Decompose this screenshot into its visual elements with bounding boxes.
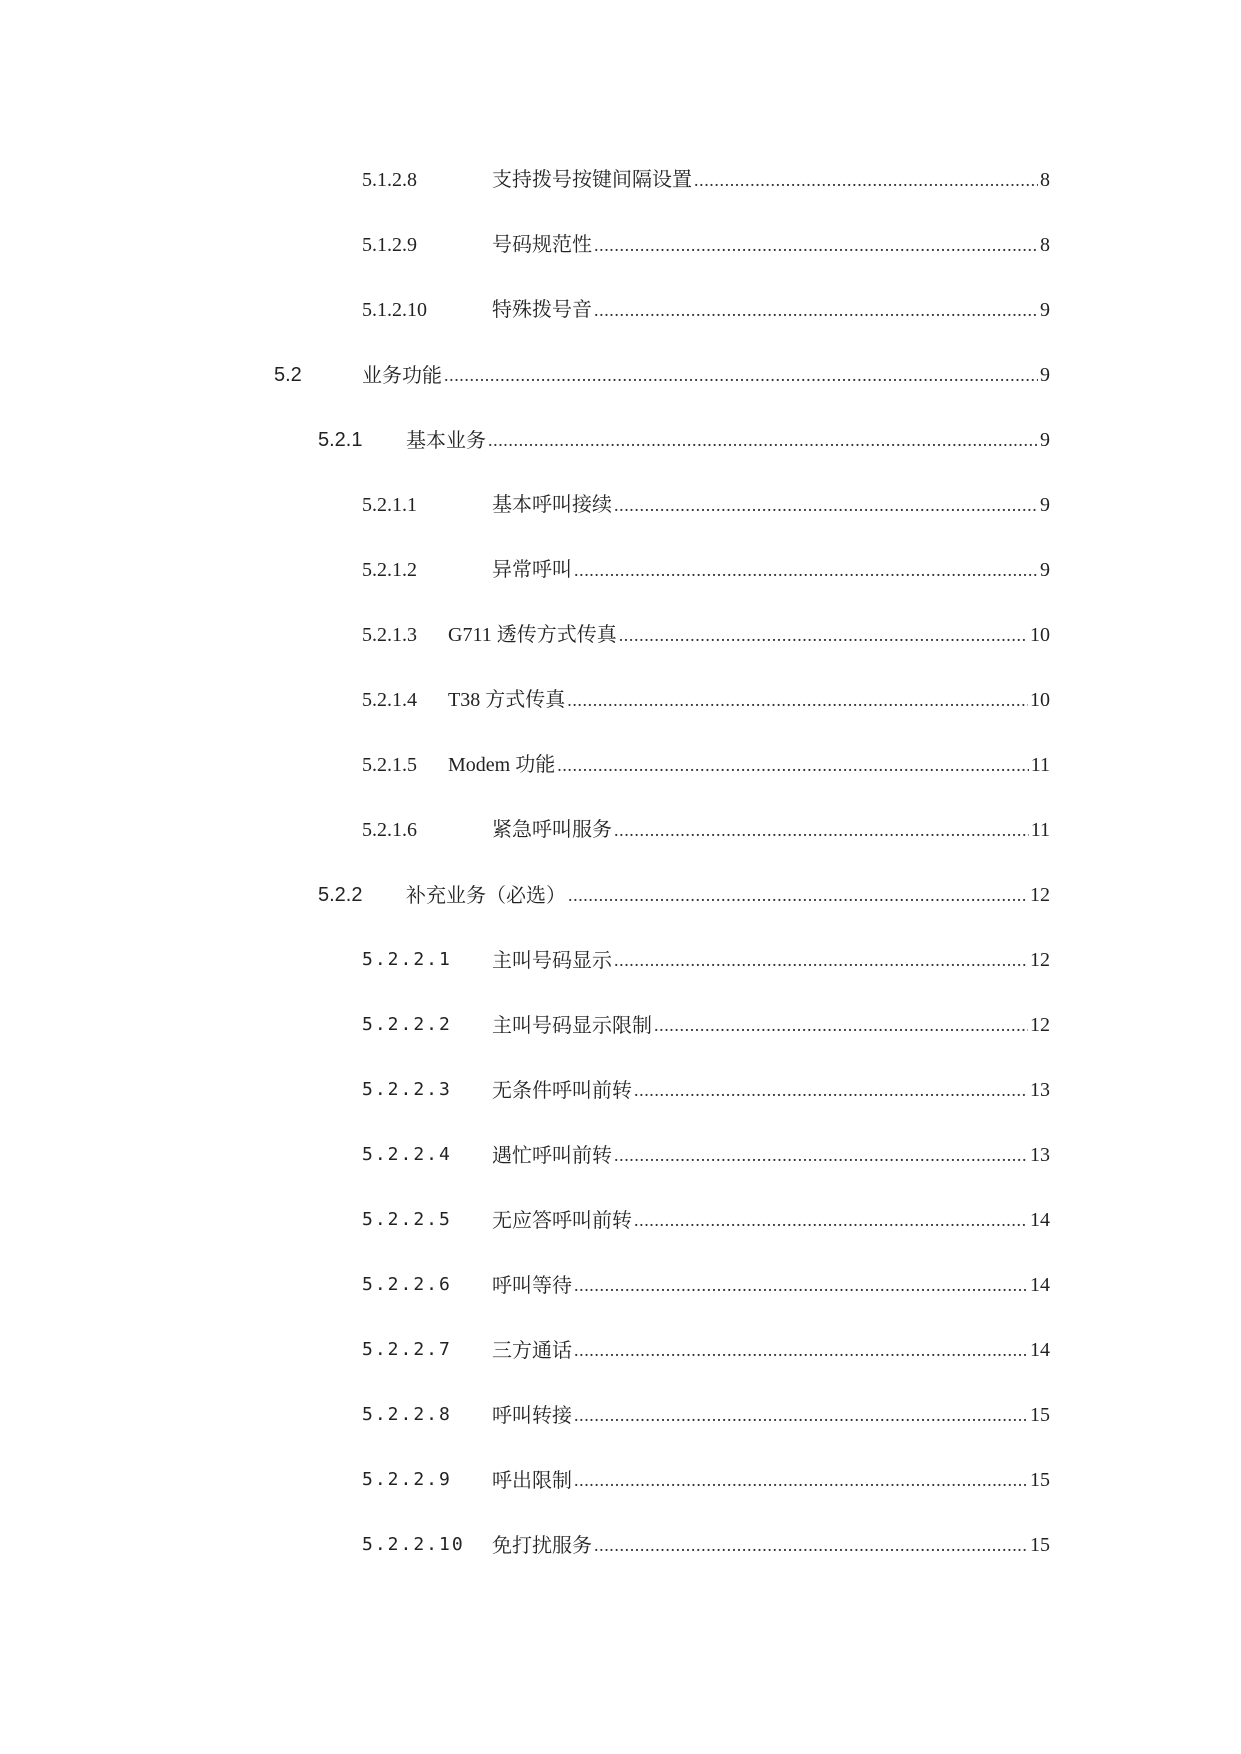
toc-entry-5-2-1-6[interactable] bbox=[362, 815, 1050, 845]
toc-entry-number: 5.2.2.7 bbox=[362, 1339, 452, 1360]
toc-entry-5-2-2[interactable] bbox=[318, 880, 1050, 910]
toc-entry-page: 12 bbox=[1030, 1014, 1050, 1036]
toc-entry-number: 5.2 bbox=[274, 364, 302, 386]
toc-entry-5-2-2-10[interactable] bbox=[362, 1530, 1050, 1560]
toc-leader-dots bbox=[574, 1335, 1028, 1365]
toc-entry-title: 支持拨号按键间隔设置 bbox=[492, 169, 692, 191]
toc-leader-dots bbox=[614, 815, 1029, 845]
toc-entry-5-2-1-3[interactable] bbox=[362, 620, 1050, 650]
toc-entry-number: 5.1.2.8 bbox=[362, 169, 417, 191]
toc-entry-page: 8 bbox=[1040, 234, 1050, 256]
toc-entry-number: 5.2.1.6 bbox=[362, 819, 417, 841]
toc-entry-title: 无应答呼叫前转 bbox=[492, 1208, 632, 1232]
toc-entry-title: 业务功能 bbox=[362, 363, 442, 387]
toc-leader-dots bbox=[567, 685, 1028, 715]
toc-entry-page: 14 bbox=[1030, 1339, 1050, 1361]
toc-entry-page: 15 bbox=[1030, 1469, 1050, 1491]
toc-leader-dots bbox=[557, 750, 1029, 780]
toc-leader-dots bbox=[619, 620, 1028, 650]
toc-entry-page: 9 bbox=[1040, 364, 1050, 386]
toc-entry-number: 5.2.1.4 bbox=[362, 689, 417, 711]
toc-entry-number: 5.2.1.3 bbox=[362, 624, 417, 646]
toc-entry-page: 8 bbox=[1040, 169, 1050, 191]
toc-entry-page: 12 bbox=[1030, 949, 1050, 971]
toc-entry-page: 9 bbox=[1040, 559, 1050, 581]
toc-entry-title: 异常呼叫 bbox=[492, 559, 572, 581]
toc-entry-page: 11 bbox=[1030, 754, 1050, 776]
toc-entry-5-2-2-2[interactable] bbox=[362, 1010, 1050, 1040]
toc-entry-number: 5.2.2.6 bbox=[362, 1274, 452, 1295]
toc-leader-dots bbox=[634, 1075, 1028, 1105]
toc-leader-dots bbox=[444, 360, 1038, 390]
toc-entry-title: 无条件呼叫前转 bbox=[492, 1078, 632, 1102]
toc-leader-dots bbox=[594, 295, 1038, 325]
toc-entry-5-2-2-5[interactable] bbox=[362, 1205, 1050, 1235]
toc-leader-dots bbox=[594, 230, 1038, 260]
toc-entry-page: 14 bbox=[1030, 1274, 1050, 1296]
toc-entry-5-2-1-1[interactable] bbox=[362, 490, 1050, 520]
toc-entry-5-2-2-6[interactable] bbox=[362, 1270, 1050, 1300]
toc-entry-title: 特殊拨号音 bbox=[492, 299, 592, 321]
toc-entry-page: 10 bbox=[1030, 689, 1050, 711]
toc-entry-5-2-2-3[interactable] bbox=[362, 1075, 1050, 1105]
toc-entry-number: 5.2.2.8 bbox=[362, 1404, 452, 1425]
toc-entry-number: 5.1.2.10 bbox=[362, 299, 427, 321]
toc-entry-page: 9 bbox=[1040, 429, 1050, 451]
toc-entry-5-2-2-7[interactable] bbox=[362, 1335, 1050, 1365]
toc-entry-number: 5.2.1.1 bbox=[362, 494, 417, 516]
toc-entry-5-1-2-8[interactable] bbox=[362, 165, 1050, 195]
toc-leader-dots bbox=[614, 1140, 1028, 1170]
toc-leader-dots bbox=[694, 165, 1038, 195]
toc-entry-number: 5.2.2.3 bbox=[362, 1079, 452, 1100]
toc-entry-number: 5.2.2 bbox=[318, 884, 363, 906]
toc-entry-page: 10 bbox=[1030, 624, 1050, 646]
toc-entry-number: 5.2.2.2 bbox=[362, 1014, 452, 1035]
toc-entry-5-2-1-2[interactable] bbox=[362, 555, 1050, 585]
toc-entry-5-2-1[interactable] bbox=[318, 425, 1050, 455]
toc-leader-dots bbox=[568, 880, 1028, 910]
toc-entry-title: 免打扰服务 bbox=[492, 1533, 592, 1557]
toc-leader-dots bbox=[574, 1270, 1028, 1300]
toc-entry-title: 补充业务（必选） bbox=[406, 883, 566, 907]
toc-entry-title: 基本呼叫接续 bbox=[492, 494, 612, 516]
toc-entry-5-2-2-1[interactable] bbox=[362, 945, 1050, 975]
toc-entry-5-2-2-8[interactable] bbox=[362, 1400, 1050, 1430]
toc-entry-page: 12 bbox=[1030, 884, 1050, 906]
toc-leader-dots bbox=[654, 1010, 1028, 1040]
toc-leader-dots bbox=[488, 425, 1038, 455]
toc-entry-number: 5.2.1.2 bbox=[362, 559, 417, 581]
toc-entry-title: 遇忙呼叫前转 bbox=[492, 1143, 612, 1167]
toc-entry-5-2-2-4[interactable] bbox=[362, 1140, 1050, 1170]
toc-entry-title: 三方通话 bbox=[492, 1338, 572, 1362]
toc-leader-dots bbox=[574, 555, 1038, 585]
toc-leader-dots bbox=[634, 1205, 1028, 1235]
toc-entry-5-2-1-5[interactable] bbox=[362, 750, 1050, 780]
toc-entry-page: 9 bbox=[1040, 494, 1050, 516]
toc-entry-5-1-2-9[interactable] bbox=[362, 230, 1050, 260]
toc-entry-5-1-2-10[interactable] bbox=[362, 295, 1050, 325]
toc-entry-title: 呼出限制 bbox=[492, 1468, 572, 1492]
toc-entry-title: 号码规范性 bbox=[492, 234, 592, 256]
toc-entry-title: 主叫号码显示 bbox=[492, 948, 612, 972]
toc-entry-title: 基本业务 bbox=[406, 428, 486, 452]
toc-entry-title: 呼叫等待 bbox=[492, 1273, 572, 1297]
toc-entry-page: 15 bbox=[1030, 1534, 1050, 1556]
toc-entry-title: 紧急呼叫服务 bbox=[492, 819, 612, 841]
toc-entry-number: 5.2.2.1 bbox=[362, 949, 452, 970]
toc-leader-dots bbox=[574, 1465, 1028, 1495]
toc-entry-number: 5.2.2.5 bbox=[362, 1209, 452, 1230]
toc-leader-dots bbox=[574, 1400, 1028, 1430]
toc-leader-dots bbox=[614, 945, 1028, 975]
toc-entry-title: G711 透传方式传真 bbox=[448, 624, 617, 646]
toc-entry-number: 5.2.1.5 bbox=[362, 754, 417, 776]
toc-entry-number: 5.2.2.9 bbox=[362, 1469, 452, 1490]
toc-leader-dots bbox=[594, 1530, 1028, 1560]
toc-leader-dots bbox=[614, 490, 1038, 520]
toc-entry-title: T38 方式传真 bbox=[448, 689, 566, 711]
toc-entry-5-2-1-4[interactable] bbox=[362, 685, 1050, 715]
toc-entry-page: 9 bbox=[1040, 299, 1050, 321]
toc-entry-page: 13 bbox=[1030, 1079, 1050, 1101]
toc-entry-5-2-2-9[interactable] bbox=[362, 1465, 1050, 1495]
toc-entry-title: 呼叫转接 bbox=[492, 1403, 572, 1427]
toc-entry-page: 11 bbox=[1030, 819, 1050, 841]
toc-entry-number: 5.2.2.10 bbox=[362, 1534, 465, 1555]
toc-entry-title: Modem 功能 bbox=[448, 754, 556, 776]
toc-entry-5-2[interactable] bbox=[274, 360, 1050, 390]
toc-entry-page: 14 bbox=[1030, 1209, 1050, 1231]
toc-entry-number: 5.1.2.9 bbox=[362, 234, 417, 256]
toc-entry-title: 主叫号码显示限制 bbox=[492, 1013, 652, 1037]
toc-entry-page: 15 bbox=[1030, 1404, 1050, 1426]
toc-entry-number: 5.2.1 bbox=[318, 429, 363, 451]
toc-entry-page: 13 bbox=[1030, 1144, 1050, 1166]
toc-entry-number: 5.2.2.4 bbox=[362, 1144, 452, 1165]
